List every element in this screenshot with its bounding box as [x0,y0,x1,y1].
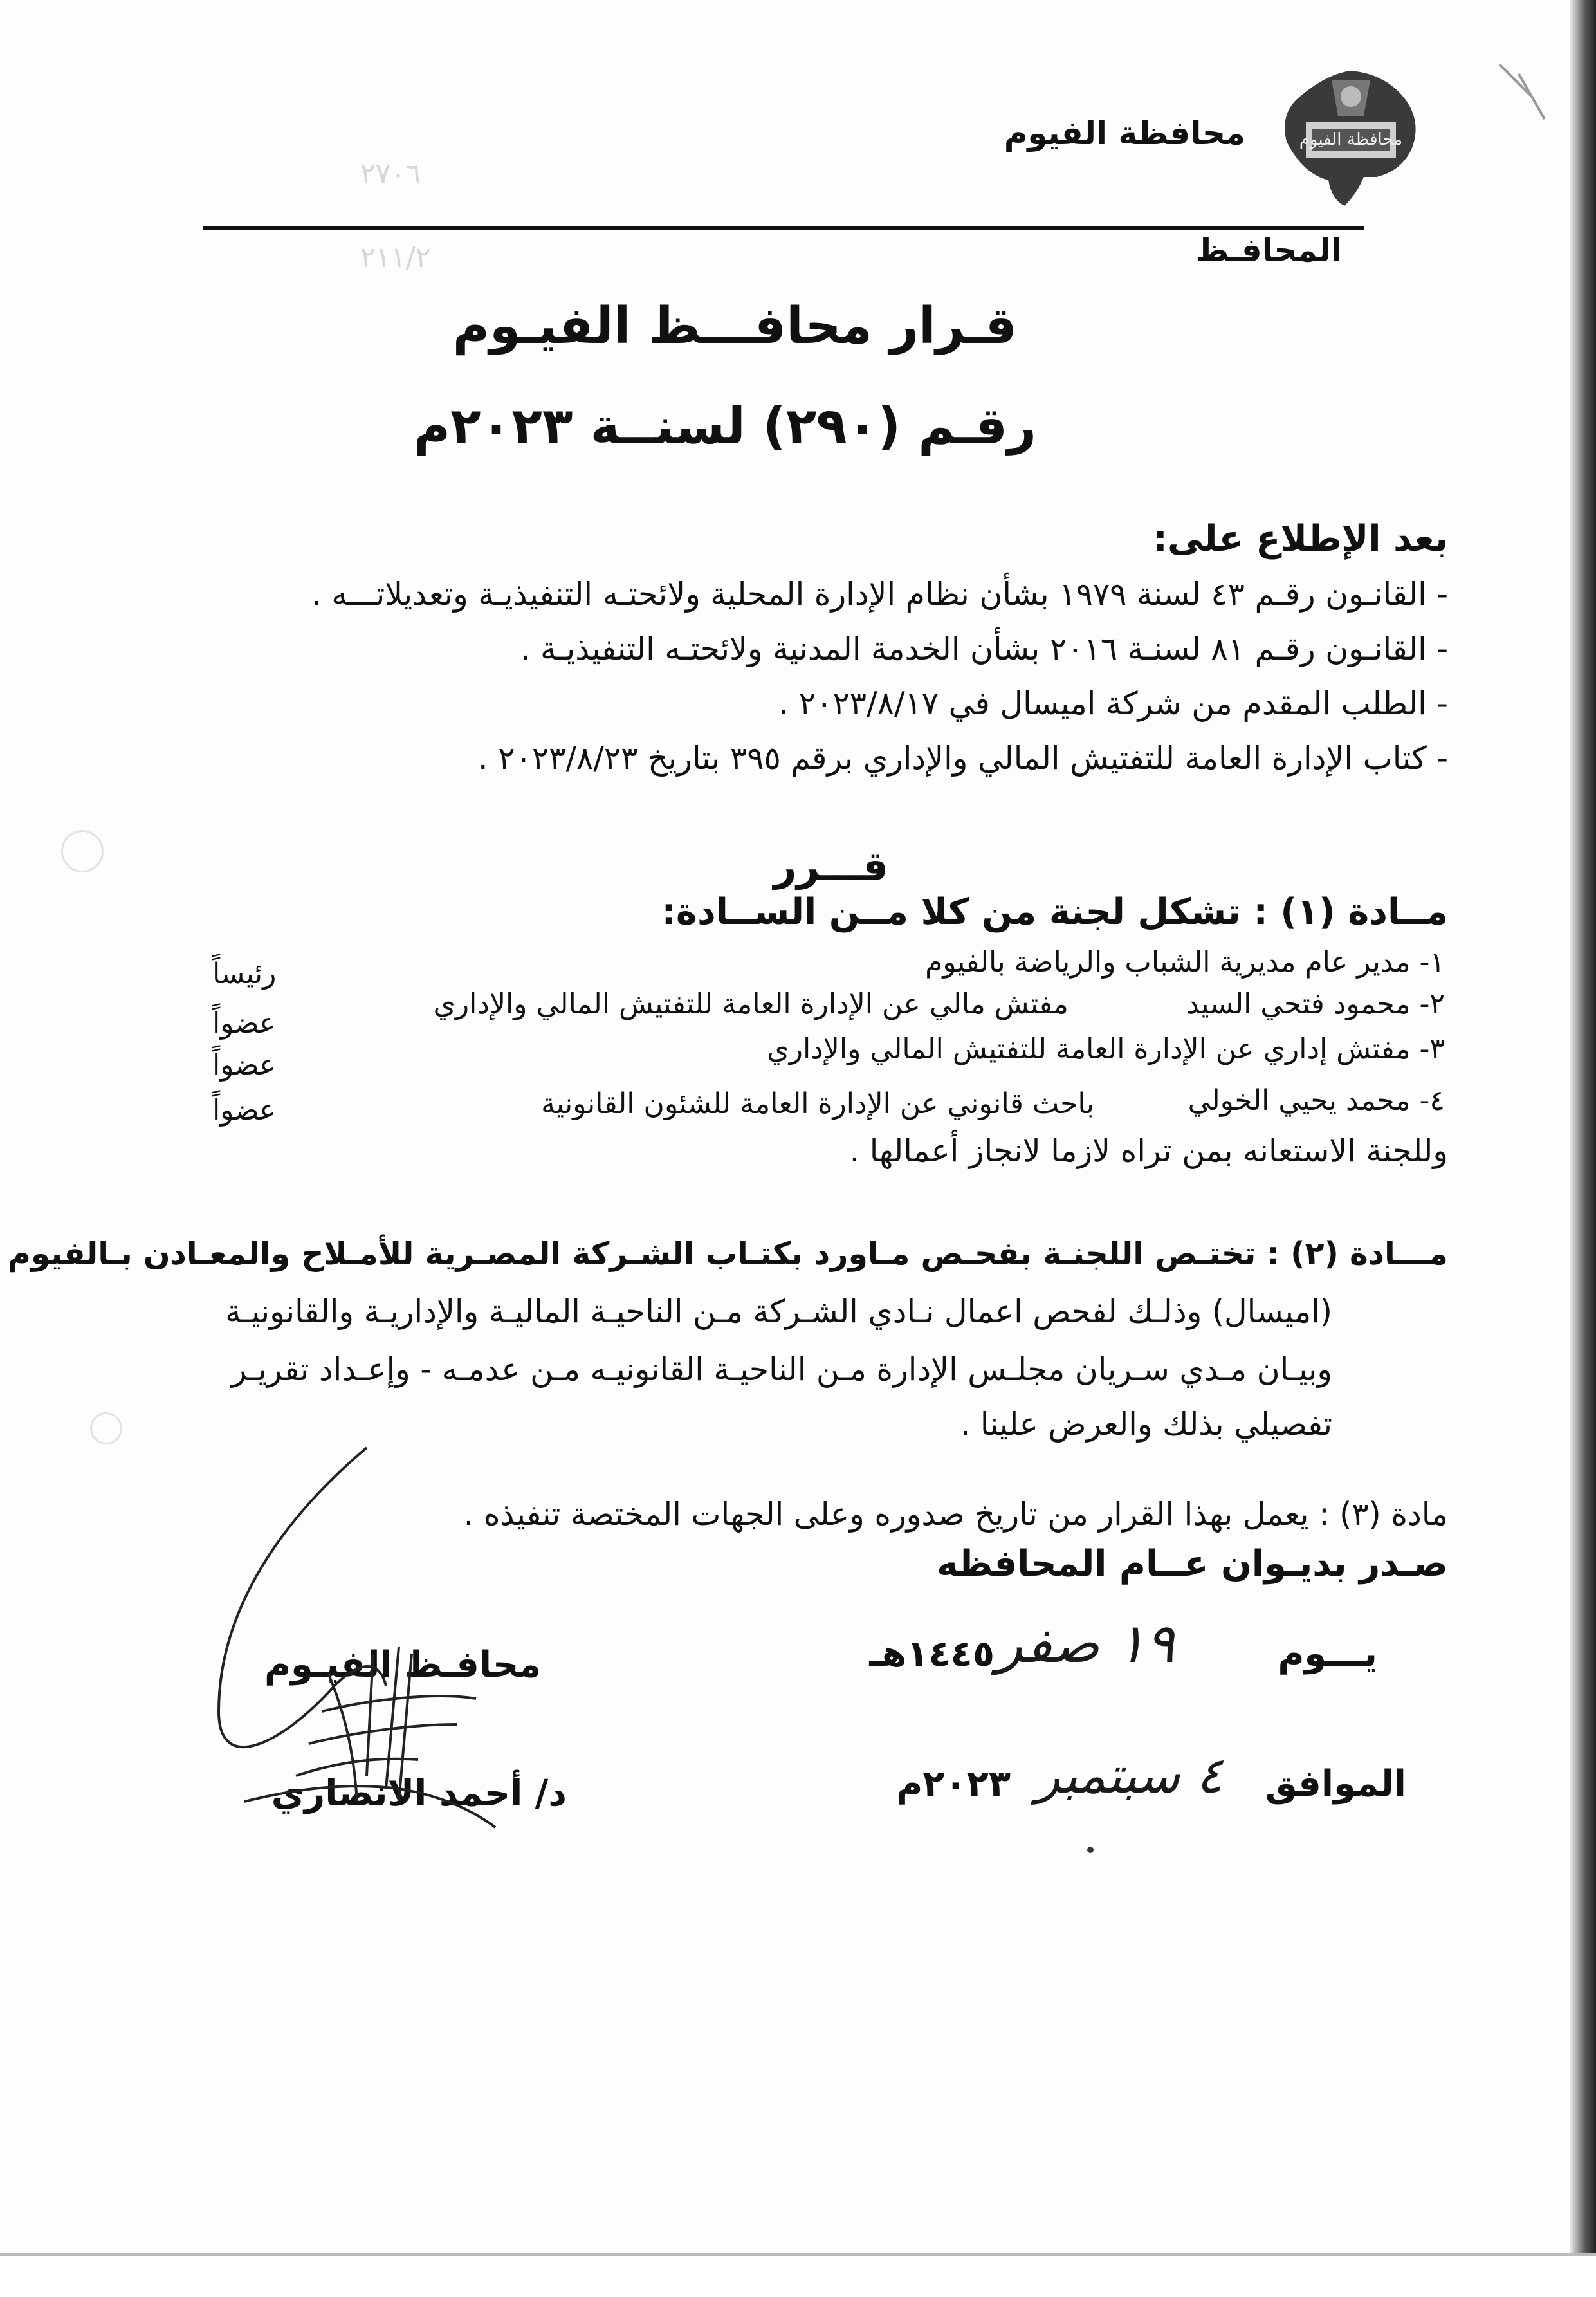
hijri-year: ١٤٤٥هـ [869,1633,995,1675]
margin-note: ٢١١/٢ [360,241,431,274]
day-label: يـــوم [1278,1633,1377,1675]
preamble-heading: بعد الإطلاع على: [1153,518,1448,560]
committee-member-name: ٤- محمد يحيي الخولي [1188,1084,1445,1117]
preamble-item: - الطلب المقدم من شركة اميسال في ٢٠٢٣/٨/١٧ . [778,685,1448,722]
governor-name: د/ أحمد الانصاري [271,1773,567,1814]
corresponding-label: الموافق [1265,1763,1406,1805]
governor-office-label: المحافـظ [1195,232,1342,269]
article-2-line: (اميسال) وذلـك لفحص اعمال نـادي الشـركة مـن الناحيـة الماليـة والإداريـة والقانونيـة [225,1293,1332,1330]
article-3-text: مادة (٣) : يعمل بهذا القرار من تاريخ صدوره وعلى الجهات المختصة تنفيذه . [463,1496,1448,1533]
decision-number: رقـم (٢٩٠) لسنــة ٢٠٢٣م [413,398,1036,456]
committee-member-name: ٢- محمود فتحي السيد [1186,988,1445,1020]
punch-hole-mark [90,1412,122,1444]
margin-note: ٢٧٠٦ [360,158,421,190]
preamble-item: - كتاب الإدارة العامة للتفتيش المالي والإداري برقم ٣٩٥ بتاريخ ٢٠٢٣/٨/٢٣ . [478,740,1448,777]
gregorian-year: ٢٠٢٣م [896,1763,1011,1805]
pen-dot [1087,1847,1094,1853]
article-2-line: مـــادة (٢) : تختـص اللجنـة بفحـص مـاورد بكتـاب الشـركة المصـرية للأمـلاح والمعـادن بـالفيوم [7,1235,1448,1272]
issued-at-label: صـدر بديـوان عــام المحافظه [937,1543,1448,1585]
committee-member-role: رئيساً [212,957,277,990]
preamble-item: - القانـون رقـم ٤٣ لسنة ١٩٧٩ بشأن نظام الإدارة المحلية ولائحتـه التنفيذيـة وتعديلاتـــه . [311,576,1448,613]
committee-member-desc: باحث قانوني عن الإدارة العامة للشئون القانونية [541,1087,1094,1120]
governor-signature [206,1441,605,2297]
preamble-item: - القانـون رقـم ٨١ لسنـة ٢٠١٦ بشأن الخدمة المدنية ولائحتـه التنفيذيـة . [520,631,1448,667]
header-divider [203,226,1364,230]
article-2-line: وبيـان مـدي سـريان مجلـس الإدارة مـن الناحيـة القانونيـه مـن عدمـه - وإعـداد تقريـر [231,1351,1332,1388]
committee-member-desc: مفتش مالي عن الإدارة العامة للتفتيش المالي والإداري [433,988,1069,1020]
punch-hole-mark [61,830,104,872]
article-2-line: تفصيلي بذلك والعرض علينا . [960,1406,1332,1443]
committee-member-role: عضواً [212,1049,277,1082]
committee-member-name: ٣- مفتش إداري عن الإدارة العامة للتفتيش المالي والإداري [767,1033,1445,1065]
committee-member-role: عضواً [212,1094,277,1127]
committee-member-name: ١- مدير عام مديرية الشباب والرياضة بالفيوم [925,946,1445,979]
scan-edge-shadow [1570,0,1596,2256]
handwritten-hijri-date: ١٩ صفر [996,1612,1175,1675]
handwritten-gregorian-date: ٤ سبتمبر [1036,1747,1223,1805]
pen-mark-icon [1493,58,1551,129]
article-1-closing: وللجنة الاستعانه بمن تراه لازما لانجاز أعمالها . [849,1132,1448,1169]
fayoum-emblem-logo [1267,45,1435,219]
decision-heading: قـــرر [773,843,888,890]
governor-title: محافـظ الفيـوم [264,1644,541,1686]
logo-text: محافظة الفيوم [1299,130,1403,149]
article-1-heading: مــادة (١) : تشكل لجنة من كلا مــن الســادة: [661,891,1448,933]
scan-edge-shadow [0,2253,1596,2256]
committee-member-role: عضواً [212,1007,277,1040]
governorate-name: محافظة الفيوم [1004,115,1245,152]
decision-title: قـرار محافـــظ الفيـوم [452,297,1017,355]
